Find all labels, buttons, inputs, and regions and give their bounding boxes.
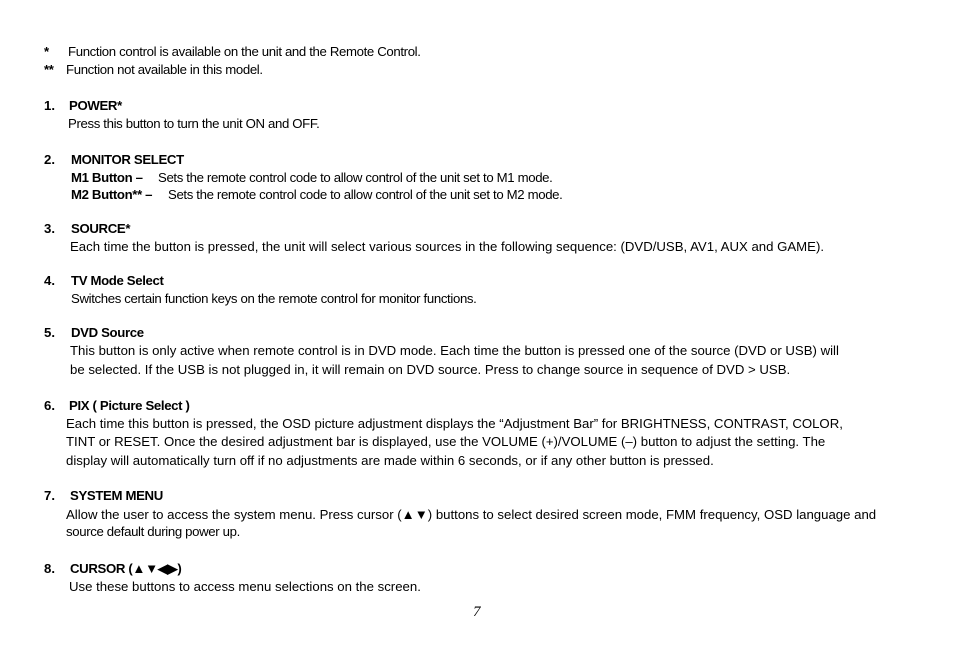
item-7-line-1: Allow the user to access the system menu. Press cursor (▲▼) buttons to select desired screen mode, FMM frequency, OSD language and bbox=[66, 507, 877, 522]
note-2-text: Function not available in this model. bbox=[66, 62, 263, 77]
item-5-line-1: This button is only active when remote control is in DVD mode. Each time the button is pressed one of the source (DVD or USB) will bbox=[70, 343, 839, 358]
item-8-title: CURSOR (▲▼◀▶) bbox=[70, 561, 182, 576]
item-2-sub-2-text: Sets the remote control code to allow control of the unit set to M2 mode. bbox=[168, 187, 563, 202]
item-4-number: 4. bbox=[44, 273, 55, 288]
note-1-text: Function control is available on the unit and the Remote Control. bbox=[68, 44, 421, 59]
item-7-number: 7. bbox=[44, 488, 55, 503]
item-4-line-1: Switches certain function keys on the remote control for monitor functions. bbox=[71, 291, 477, 306]
item-6-line-2: TINT or RESET. Once the desired adjustment bar is displayed, use the VOLUME (+)/VOLUME (–) button to adjust the setting. The bbox=[66, 434, 826, 449]
item-6-line-1: Each time this button is pressed, the OSD picture adjustment displays the “Adjustment Bar” for BRIGHTNESS, CONTRAST, COLOR, bbox=[66, 416, 843, 431]
item-3-title: SOURCE* bbox=[71, 221, 131, 236]
item-1-number: 1. bbox=[44, 98, 55, 113]
item-3-line-1: Each time the button is pressed, the unit will select various sources in the following sequence: (DVD/USB, AV1, AUX and GAME). bbox=[70, 239, 825, 254]
item-8-line-1: Use these buttons to access menu selections on the screen. bbox=[69, 579, 421, 594]
item-2-sub-1-text: Sets the remote control code to allow control of the unit set to M1 mode. bbox=[158, 170, 553, 185]
note-1-marker: * bbox=[44, 44, 49, 59]
item-6-title: PIX ( Picture Select ) bbox=[69, 398, 190, 413]
item-6-line-3: display will automatically turn off if no adjustments are made within 6 seconds, or if any other button is pressed. bbox=[66, 453, 714, 468]
item-1-line-1: Press this button to turn the unit ON and OFF. bbox=[68, 116, 320, 131]
item-6-number: 6. bbox=[44, 398, 55, 413]
item-1-title: POWER* bbox=[69, 98, 122, 113]
item-5-number: 5. bbox=[44, 325, 55, 340]
item-2-sub-2-label: M2 Button** – bbox=[71, 187, 153, 202]
item-3-number: 3. bbox=[44, 221, 55, 236]
item-8-number: 8. bbox=[44, 561, 55, 576]
page-number: 7 bbox=[473, 604, 481, 620]
note-2-marker: ** bbox=[44, 62, 54, 77]
item-2-title: MONITOR SELECT bbox=[71, 152, 184, 167]
item-2-number: 2. bbox=[44, 152, 55, 167]
item-2-sub-1-label: M1 Button – bbox=[71, 170, 143, 185]
item-7-title: SYSTEM MENU bbox=[70, 488, 163, 503]
item-5-title: DVD Source bbox=[71, 325, 144, 340]
item-4-title: TV Mode Select bbox=[71, 273, 164, 288]
item-7-line-2: source default during power up. bbox=[66, 524, 240, 539]
item-5-line-2: be selected. If the USB is not plugged in, it will remain on DVD source. Press to change source in sequence of DVD > USB. bbox=[70, 362, 791, 377]
